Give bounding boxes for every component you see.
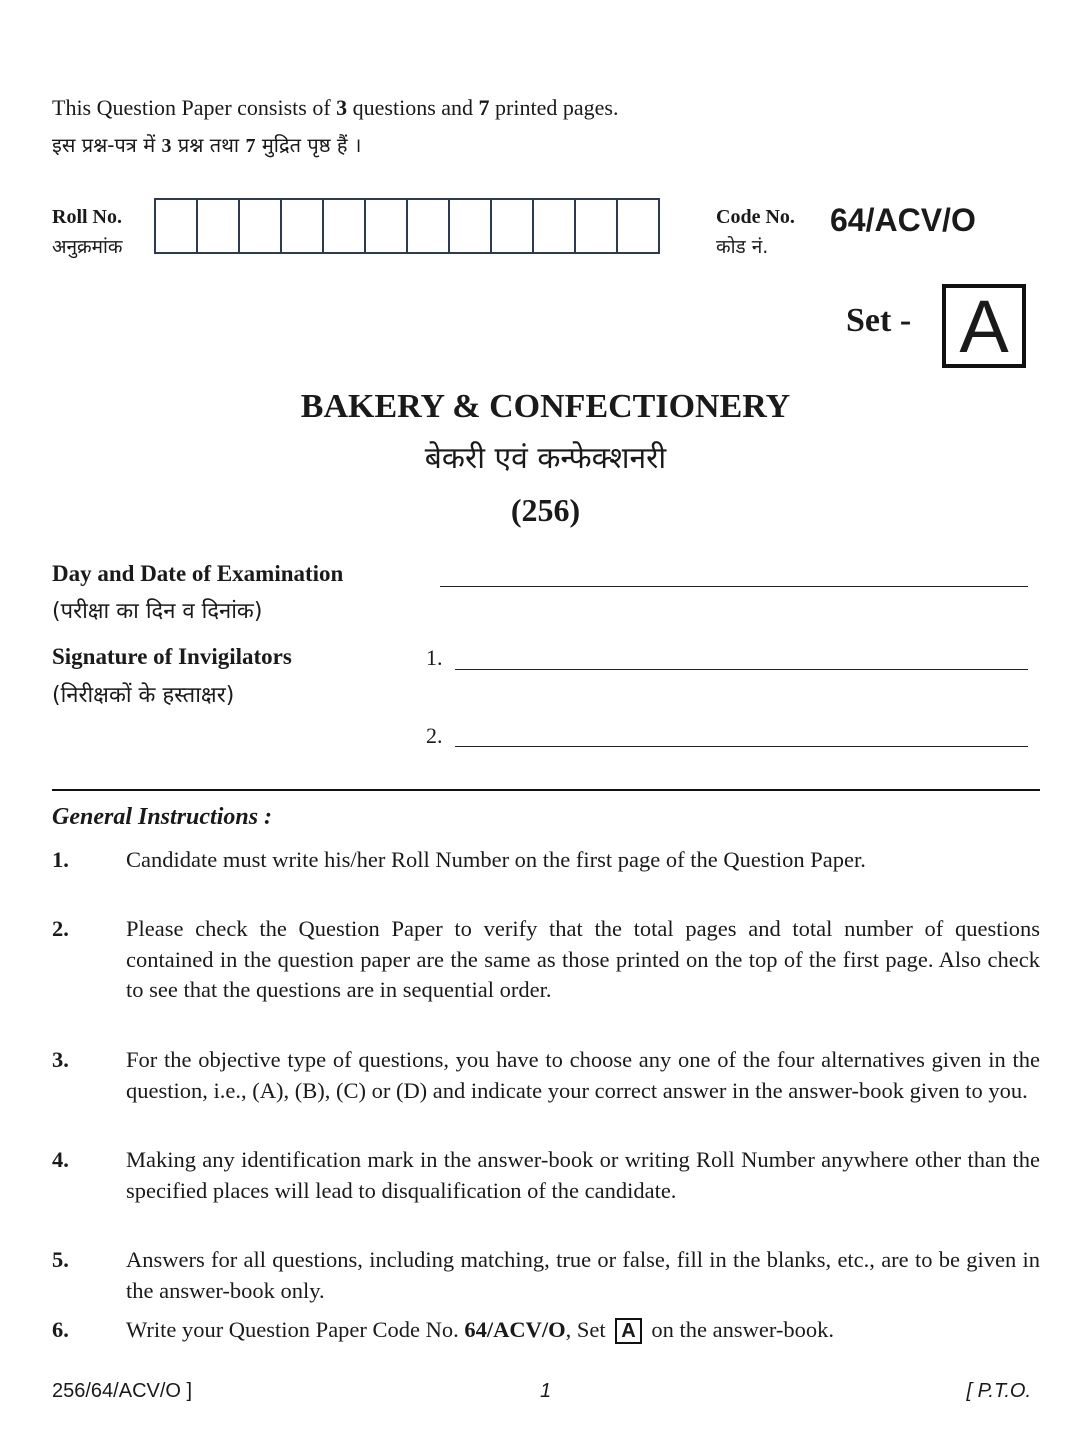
roll-label-english: Roll No. bbox=[52, 206, 122, 228]
instruction-number: 6. bbox=[52, 1317, 69, 1342]
roll-digit-box[interactable] bbox=[616, 200, 658, 252]
instruction-item bbox=[52, 845, 1040, 876]
set-value-box: A bbox=[942, 284, 1026, 368]
roll-digit-box[interactable] bbox=[490, 200, 532, 252]
exam-date-label: Day and Date of Examination bbox=[52, 561, 344, 586]
paper-info-text: मुद्रित पृष्ठ हैं । bbox=[255, 133, 362, 157]
paper-info-text: इस प्रश्न-पत्र में bbox=[52, 133, 162, 157]
instruction-text-part: , Set bbox=[565, 1317, 612, 1342]
roll-digit-box[interactable] bbox=[156, 200, 196, 252]
paper-info-english bbox=[52, 95, 618, 121]
general-instructions-title: General Instructions : bbox=[52, 804, 273, 830]
instruction-text: Answers for all questions, including matching, true or false, fill in the blanks, etc., are to be given in the answer-book only. bbox=[126, 1247, 1040, 1303]
code-label-hindi: कोड नं. bbox=[716, 236, 769, 258]
roll-digit-box[interactable] bbox=[196, 200, 238, 252]
roll-digit-box[interactable] bbox=[532, 200, 574, 252]
instruction-number: 3. bbox=[52, 1047, 69, 1072]
signature-line-1[interactable] bbox=[455, 669, 1028, 670]
instruction-text bbox=[126, 1315, 1040, 1346]
roll-label-hindi: अनुक्रमांक bbox=[52, 236, 123, 258]
questions-count: 3 bbox=[161, 135, 172, 157]
roll-digit-box[interactable] bbox=[574, 200, 616, 252]
instruction-text: Making any identification mark in the answer-book or writing Roll Number anywhere other than the specified places will lead to disqualification of the candidate. bbox=[126, 1147, 1040, 1203]
instruction-number: 5. bbox=[52, 1247, 69, 1272]
exam-date-label-hindi: (परीक्षा का दिन व दिनांक) bbox=[52, 599, 263, 624]
roll-digit-box[interactable] bbox=[448, 200, 490, 252]
section-divider bbox=[52, 789, 1040, 791]
instruction-code-number: 64/ACV/O bbox=[464, 1317, 566, 1342]
roll-digit-box[interactable] bbox=[238, 200, 280, 252]
instruction-item bbox=[52, 1315, 1040, 1346]
subject-code: (256) bbox=[510, 492, 581, 528]
exam-date-line[interactable] bbox=[440, 586, 1028, 587]
signature-number-2: 2. bbox=[426, 723, 443, 748]
instruction-text: Candidate must write his/her Roll Number on the first page of the Question Paper. bbox=[126, 847, 866, 872]
questions-count: 3 bbox=[336, 95, 348, 120]
subject-title-english: BAKERY & CONFECTIONERY bbox=[300, 388, 791, 425]
paper-info-text: This Question Paper consists of bbox=[52, 95, 337, 120]
footer-paper-code: 256/64/ACV/O ] bbox=[52, 1380, 193, 1402]
instruction-number: 2. bbox=[52, 916, 69, 941]
pages-count: 7 bbox=[478, 95, 490, 120]
subject-title-hindi: बेकरी एवं कन्फेक्शनरी bbox=[424, 441, 667, 476]
instruction-item bbox=[52, 1045, 1040, 1106]
instruction-text-part: on the answer-book. bbox=[645, 1317, 835, 1342]
instruction-item bbox=[52, 1145, 1040, 1206]
set-label: Set - bbox=[846, 302, 912, 339]
paper-info-text: questions and bbox=[347, 95, 479, 120]
pages-count: 7 bbox=[245, 135, 256, 157]
footer-page-number: 1 bbox=[539, 1380, 552, 1402]
code-number-label bbox=[716, 202, 795, 262]
roll-digit-box[interactable] bbox=[280, 200, 322, 252]
instruction-number: 4. bbox=[52, 1147, 69, 1172]
roll-number-label bbox=[52, 202, 123, 262]
signature-line-2[interactable] bbox=[455, 746, 1028, 747]
roll-number-boxes[interactable] bbox=[154, 198, 660, 254]
paper-info-hindi bbox=[52, 131, 361, 158]
instruction-item bbox=[52, 914, 1040, 1006]
roll-digit-box[interactable] bbox=[322, 200, 364, 252]
footer-pto: [ P.T.O. bbox=[966, 1380, 1031, 1402]
paper-info-text: प्रश्न तथा bbox=[171, 133, 246, 157]
roll-digit-box[interactable] bbox=[406, 200, 448, 252]
instruction-number: 1. bbox=[52, 847, 69, 872]
instruction-text: For the objective type of questions, you have to choose any one of the four alternatives given in the question, i.e., (A), (B), (C) or (D) and indicate your correct answer in the answer-book given to you. bbox=[126, 1047, 1040, 1103]
invigilator-signature-label-hindi: (निरीक्षकों के हस्ताक्षर) bbox=[52, 683, 235, 708]
instruction-text-part: Write your Question Paper Code No. bbox=[126, 1317, 465, 1342]
code-number-value: 64/ACV/O bbox=[830, 202, 976, 238]
paper-info-text: printed pages. bbox=[489, 95, 619, 120]
instruction-item bbox=[52, 1245, 1040, 1306]
roll-digit-box[interactable] bbox=[364, 200, 406, 252]
signature-number-1: 1. bbox=[426, 645, 443, 670]
instruction-set-box: A bbox=[615, 1318, 641, 1344]
instruction-text: Please check the Question Paper to verify that the total pages and total number of questions contained in the question paper are the same as those printed on the top of the first page. Also check to see that the questions are in sequential order. bbox=[126, 916, 1040, 1002]
code-label-english: Code No. bbox=[716, 206, 795, 228]
invigilator-signature-label: Signature of Invigilators bbox=[52, 644, 292, 669]
